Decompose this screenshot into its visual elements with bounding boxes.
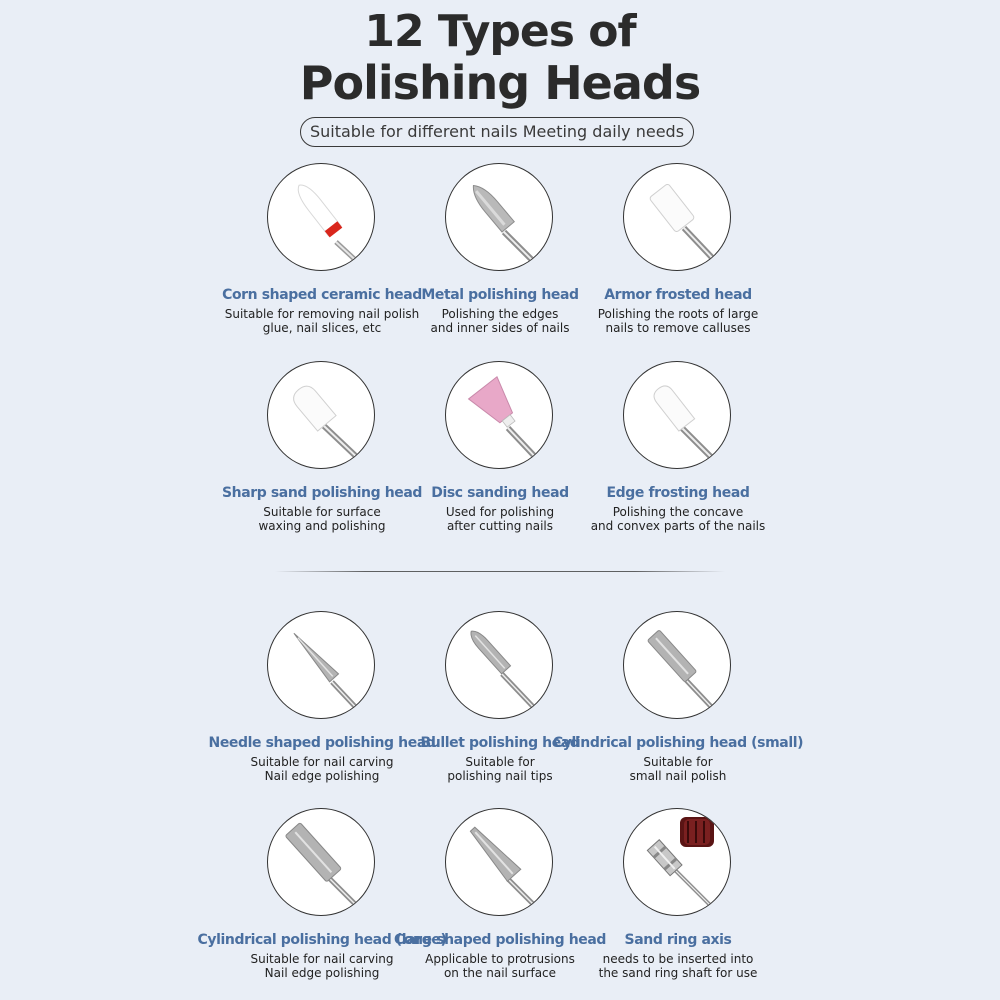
- item-description: Suitable for surface waxing and polishing: [258, 505, 386, 533]
- cone-bit-icon: [445, 808, 553, 916]
- item-description: Suitable for nail carving Nail edge polishing: [250, 952, 394, 980]
- item-description: Suitable for small nail polish: [629, 755, 727, 783]
- sand-dome-bit-icon: [267, 361, 375, 469]
- item-description: Polishing the edges and inner sides of nails: [430, 307, 570, 335]
- item-name: Edge frosting head: [606, 485, 750, 501]
- item-description: Polishing the concave and convex parts of the nails: [590, 505, 766, 533]
- item-name: Cylindrical polishing head (small): [552, 735, 804, 751]
- item-description: Suitable for polishing nail tips: [447, 755, 553, 783]
- sand-ring-mandrel-icon: [623, 808, 731, 916]
- item-name: Cone shaped polishing head: [393, 932, 607, 948]
- item-name: Disc sanding head: [431, 485, 569, 501]
- item-name: Sharp sand polishing head: [221, 485, 423, 501]
- item-name: Needle shaped polishing head: [208, 735, 436, 751]
- item-description: Polishing the roots of large nails to remove calluses: [597, 307, 759, 335]
- item-name: Armor frosted head: [604, 287, 752, 303]
- frosted-cylinder-bit-icon: [623, 163, 731, 271]
- item-name: Bullet polishing head: [420, 735, 580, 751]
- item-description: Applicable to protrusions on the nail surface: [425, 952, 575, 980]
- item-name: Cylindrical polishing head (large): [197, 932, 447, 948]
- frosted-edge-bit-icon: [623, 361, 731, 469]
- metal-flame-bit-icon: [445, 163, 553, 271]
- item-name: Metal polishing head: [421, 287, 579, 303]
- item-description: Suitable for removing nail polish glue, nail slices, etc: [224, 307, 420, 335]
- page-title-line2: Polishing Heads: [299, 56, 701, 110]
- subtitle-badge: Suitable for different nails Meeting daily needs: [300, 117, 694, 147]
- item-description: Suitable for nail carving Nail edge polishing: [250, 755, 394, 783]
- item-description: Used for polishing after cutting nails: [445, 505, 555, 533]
- ceramic-corn-bit-icon: [267, 163, 375, 271]
- page-title-line1: 12 Types of: [364, 6, 636, 57]
- large-cylinder-bit-icon: [267, 808, 375, 916]
- item-name: Sand ring axis: [624, 932, 732, 948]
- bullet-bit-icon: [445, 611, 553, 719]
- small-cylinder-bit-icon: [623, 611, 731, 719]
- item-description: needs to be inserted into the sand ring shaft for use: [598, 952, 758, 980]
- pink-cone-bit-icon: [445, 361, 553, 469]
- needle-bit-icon: [267, 611, 375, 719]
- section-divider: [275, 571, 725, 572]
- item-name: Corn shaped ceramic head: [222, 287, 422, 303]
